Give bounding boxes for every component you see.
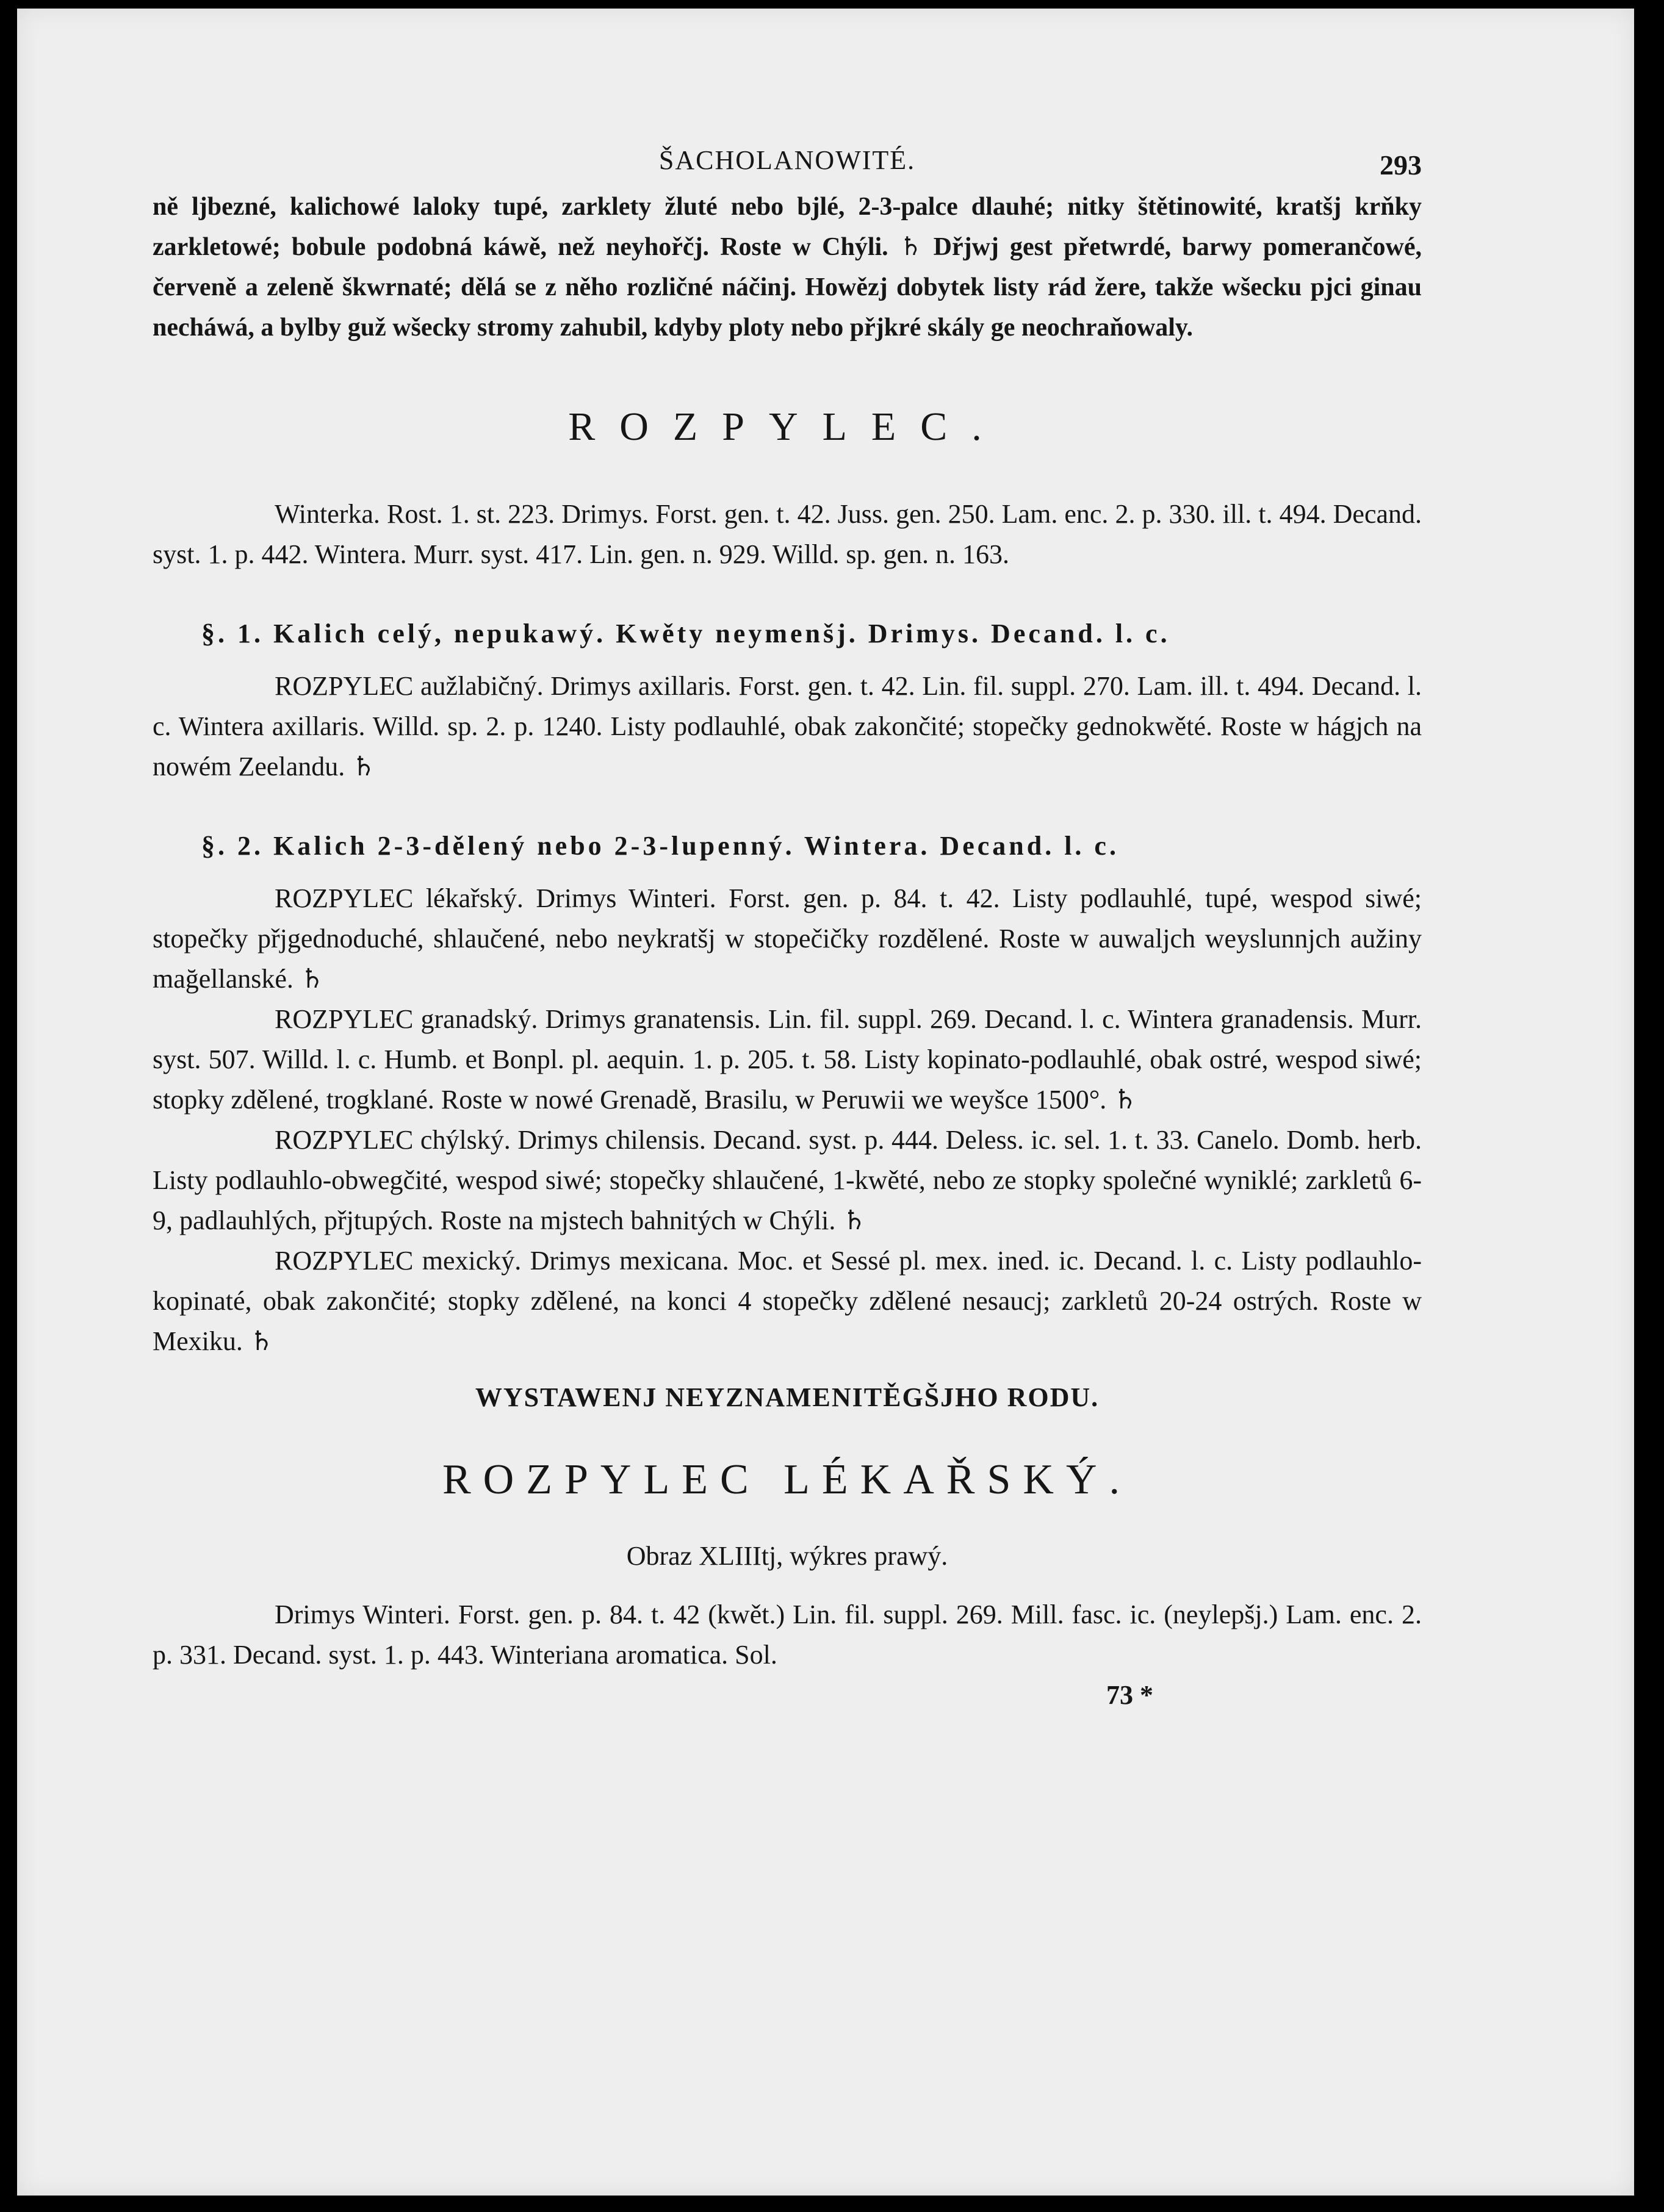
plate-reference: Obraz XLIIItj, wýkres prawý.: [626, 1541, 948, 1571]
species-entry: ROZPYLEC chýlský. Drimys chilensis. Decand. syst. p. 444. Deless. ic. sel. 1. t. 33. Canelo. Domb. herb. Listy podlauhlo-obwegčité, wespod siwé; stopečky shlaučené, 1-kwěté, nebo ze stopky společné wyniklé; zarkletů 6-9, padlauhlých, přjtupých. Roste na mjstech bahnitých w Chýli. ♄: [153, 1125, 1422, 1235]
species-entry: ROZPYLEC aužlabičný. Drimys axillaris. Forst. gen. t. 42. Lin. fil. suppl. 270. Lam. ill. t. 494. Decand. l. c. Wintera axillaris. Willd. sp. 2. p. 1240. Listy podlauhlé, obak zakončité; stopečky gednokwěté. Roste w hágjch na nowém Zeelandu. ♄: [153, 671, 1422, 781]
section-heading: WYSTAWENJ NEYZNAMENITĚGŠJHO RODU.: [475, 1382, 1100, 1412]
section-2-heading: §. 2. Kalich 2-3-dělený nebo 2-3-lupenný. Wintera. Decand. l. c.: [201, 831, 1119, 861]
page-number: 293: [1380, 149, 1422, 181]
book-page: [153, 140, 1422, 1715]
running-header: [153, 140, 1422, 183]
genus-title: ROZPYLEC.: [568, 404, 1006, 449]
species-entry: ROZPYLEC mexický. Drimys mexicana. Moc. et Sessé pl. mex. ined. ic. Decand. l. c. Listy podlauhlo-kopinaté, obak zakončité; stopky zdělené, na konci 4 stopečky zdělené nesaucj; zarkletů 20-24 ostrých. Roste w Mexiku. ♄: [153, 1246, 1422, 1356]
section-1-heading: §. 1. Kalich celý, nepukawý. Kwěty neymenšj. Drimys. Decand. l. c.: [201, 619, 1170, 648]
signature-mark: 73 *: [1106, 1680, 1153, 1710]
species-synonymy: Drimys Winteri. Forst. gen. p. 84. t. 42 (kwět.) Lin. fil. suppl. 269. Mill. fasc. ic. (neylepšj.) Lam. enc. 2. p. 331. Decand. syst. 1. p. 443. Winteriana aromatica. Sol.: [153, 1600, 1422, 1670]
intro-paragraph: ně ljbezné, kalichowé laloky tupé, zarklety žluté nebo bjlé, 2-3-palce dlauhé; nitky štětinowité, kratšj krňky zarkletowé; bobule podobná káwě, než neyhořčj. Roste w Chýli. ♄ Dřjwj gest přetwrdé, barwy pomerančowé, červeně a zeleně škwrnaté; dělá se z něho rozličné náčinj. Howězj dobytek listy rád žere, takže wšecku pjci ginau necháwá, a bylby guž wšecky stromy zahubil, kdyby ploty nebo přjkré skály ge neochraňowaly.: [153, 193, 1422, 342]
species-title: ROZPYLEC LÉKAŘSKÝ.: [442, 1456, 1133, 1503]
running-title: ŠACHOLANOWITÉ.: [658, 145, 916, 175]
genus-synonymy: Winterka. Rost. 1. st. 223. Drimys. Forst. gen. t. 42. Juss. gen. 250. Lam. enc. 2. p. 330. ill. t. 494. Decand. syst. 1. p. 442. Wintera. Murr. syst. 417. Lin. gen. n. 929. Willd. sp. gen. n. 163.: [153, 499, 1422, 569]
species-entry: ROZPYLEC granadský. Drimys granatensis. Lin. fil. suppl. 269. Decand. l. c. Wintera granadensis. Murr. syst. 507. Willd. l. c. Humb. et Bonpl. pl. aequin. 1. p. 205. t. 58. Listy kopinato-podlauhlé, obak ostré, wespod siwé; stopky zdělené, trogklané. Roste w nowé Grenadě, Brasilu, w Peruwii we weyšce 1500°. ♄: [153, 1004, 1422, 1115]
species-entry: ROZPYLEC lékařský. Drimys Winteri. Forst. gen. p. 84. t. 42. Listy podlauhlé, tupé, wespod siwé; stopečky přjgednoduché, shlaučené, nebo neykratšj w stopečičky rozdělené. Roste w auwaljch weyslunnjch aužiny mağellanské. ♄: [153, 883, 1422, 994]
